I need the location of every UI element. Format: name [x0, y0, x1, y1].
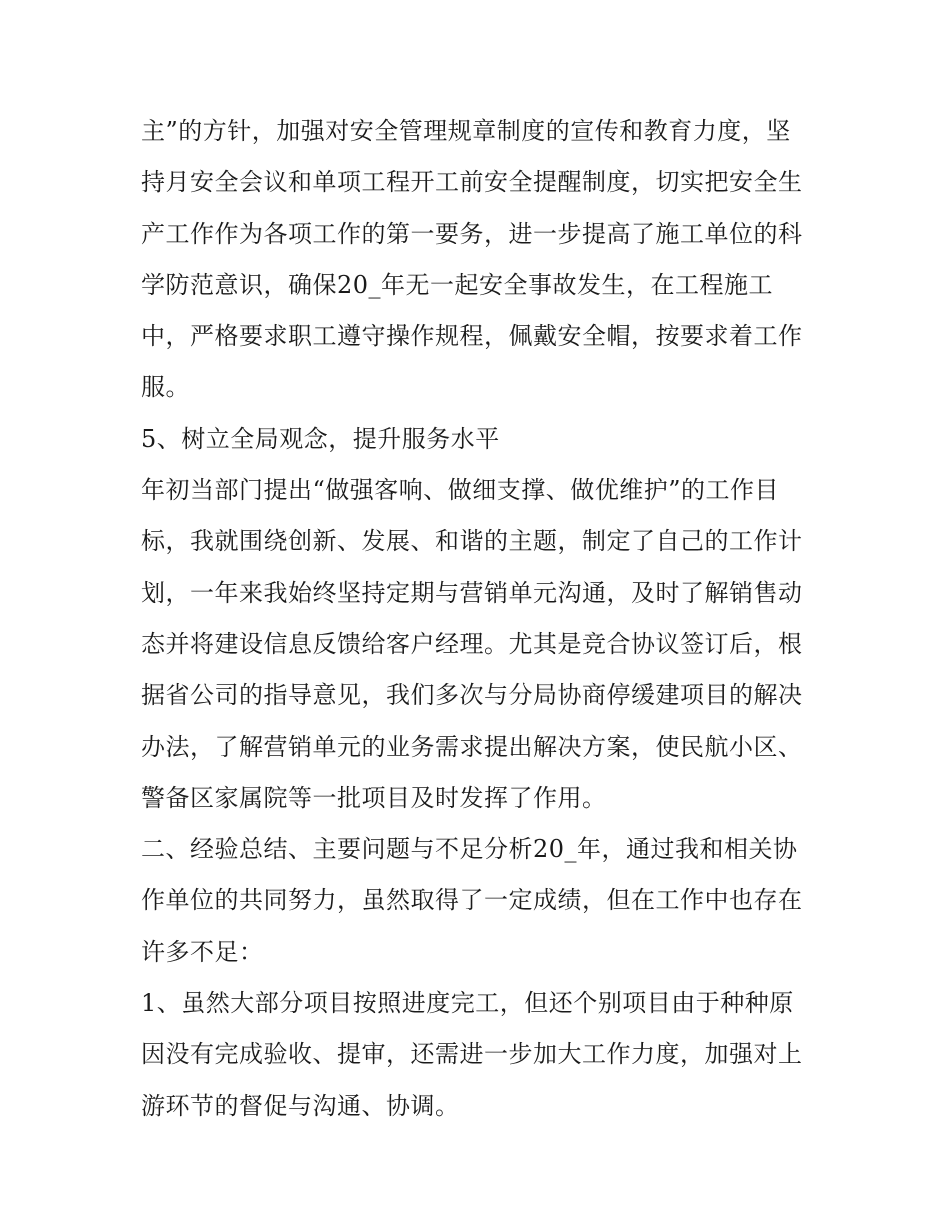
text-line: 因没有完成验收、提审，还需进一步加大工作力度，加强对上: [141, 1040, 803, 1069]
document-body: [141, 106, 817, 1132]
text-line: 划，一年来我始终坚持定期与营销单元沟通，及时了解销售动: [141, 578, 803, 607]
text-line: 办法，了解营销单元的业务需求提出解决方案，使民航小区、: [141, 732, 803, 761]
text-line: 学防范意识，确保20_年无一起安全事故发生，在工程施工: [141, 270, 774, 299]
text-line: 警备区家属院等一批项目及时发挥了作用。: [141, 783, 607, 812]
text-line: 持月安全会议和单项工程开工前安全提醒制度，切实把安全生: [141, 168, 803, 197]
text-line: 作单位的共同努力，虽然取得了一定成绩，但在工作中也存在: [141, 886, 803, 915]
text-line: 主”的方针，加强对安全管理规章制度的宣传和教育力度，坚: [141, 117, 791, 145]
text-line: 中，严格要求职工遵守操作规程，佩戴安全帽，按要求着工作: [141, 322, 803, 351]
text-line: 年初当部门提出“做强客响、做细支撑、做优维护”的工作目: [141, 476, 780, 505]
text-line: 许多不足：: [141, 937, 264, 966]
text-line: 产工作作为各项工作的第一要务，进一步提高了施工单位的科: [141, 219, 803, 248]
text-line: 服。: [141, 373, 190, 402]
text-line: 标，我就围绕创新、发展、和谐的主题，制定了自己的工作计: [141, 527, 803, 556]
text-line: 游环节的督促与沟通、协调。: [141, 1091, 460, 1120]
section-heading: 5、树立全局观念，提升服务水平: [141, 424, 500, 453]
text-line: 态并将建设信息反馈给客户经理。尤其是竞合协议签订后，根: [141, 629, 803, 658]
list-item: 1、虽然大部分项目按照进度完工，但还个别项目由于种种原: [141, 989, 794, 1018]
text-line: 据省公司的指导意见，我们多次与分局协商停缓建项目的解决: [141, 681, 803, 710]
section-heading: 二、经验总结、主要问题与不足分析20_年，通过我和相关协: [141, 835, 798, 864]
